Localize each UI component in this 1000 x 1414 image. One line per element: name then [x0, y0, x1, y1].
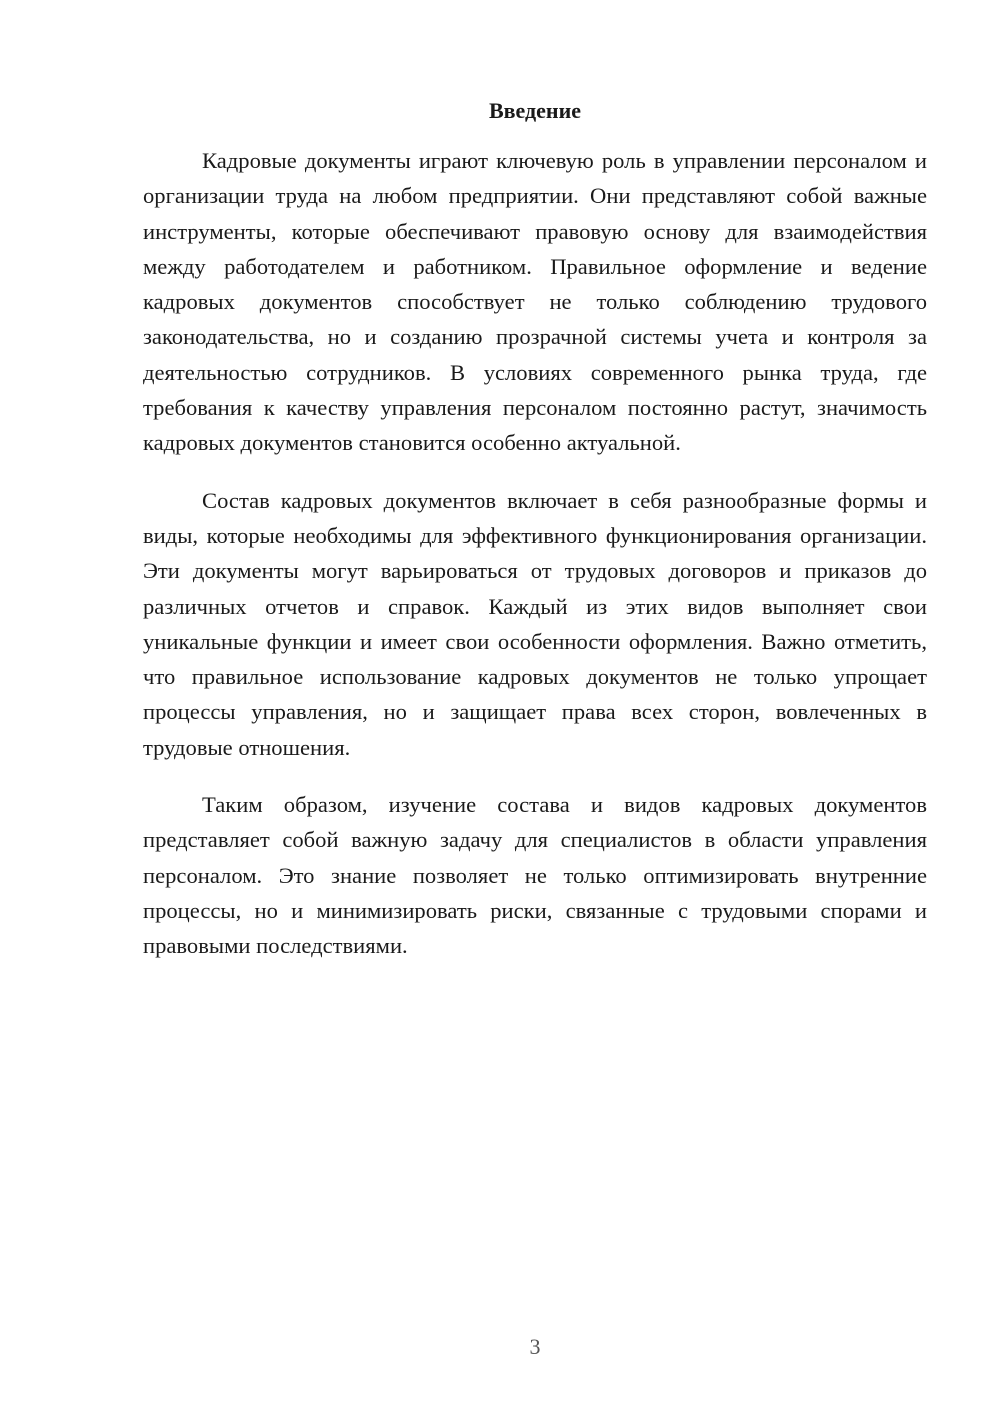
paragraph-1: Кадровые документы играют ключевую роль в управлении персоналом и организации труда на любом предприятии. Они представляют собой важные инструменты, которые обеспечивают правовую основу для взаимодействия между работодателем и работником. Правильное оформление и ведение кадровых документов способствует не только соблюдению трудового законодательства, но и созданию прозрачной системы учета и контроля за деятельностью сотрудников. В условиях современного рынка труда, где требования к качеству управления персоналом постоянно растут, значимость кадровых документов становится особенно актуальной. — [143, 148, 927, 456]
paragraph-3: Таким образом, изучение состава и видов кадровых документов представляет собой важную задачу для специалистов в области управления персоналом. Это знание позволяет не только оптимизировать внутренние процессы, но и минимизировать риски, связанные с трудовыми спорами и правовыми последствиями. — [143, 792, 927, 959]
paragraph-2: Состав кадровых документов включает в себя разнообразные формы и виды, которые необходимы для эффективного функционирования организации. Эти документы могут варьироваться от трудовых договоров и приказов до различных отчетов и справок. Каждый из этих видов выполняет свои уникальные функции и имеет свои особенности оформления. Важно отметить, что правильное использование кадровых документов не только упрощает процессы управления, но и защищает права всех сторон, вовлеченных в трудовые отношения. — [143, 487, 927, 760]
page-title: Введение — [488, 98, 582, 123]
document-body — [143, 143, 927, 986]
page-number: 3 — [529, 1334, 541, 1359]
